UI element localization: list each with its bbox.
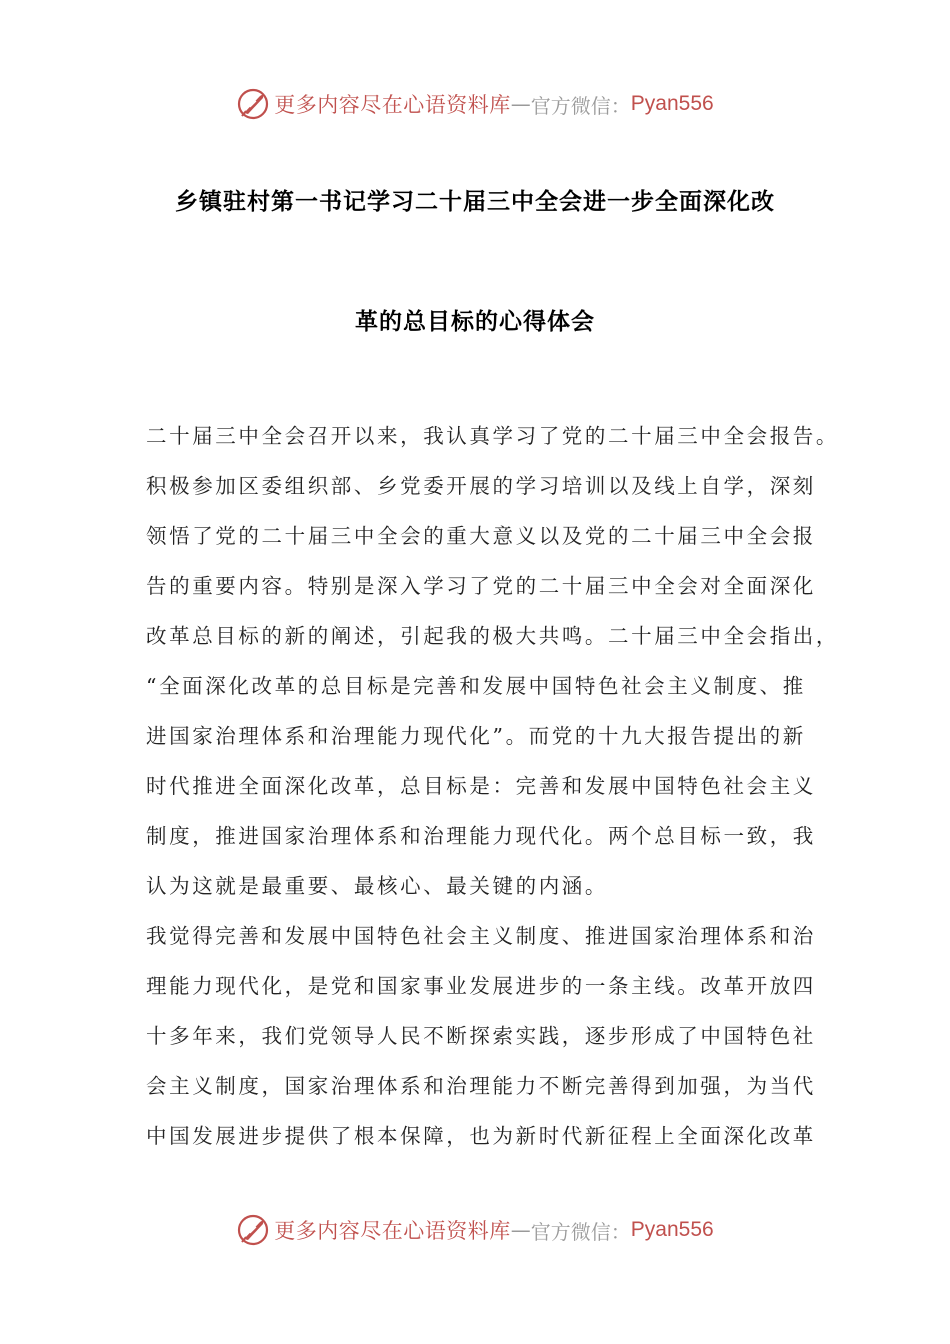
body-line: 领悟了党的二十届三中全会的重大意义以及党的二十届三中全会报: [146, 524, 816, 548]
body-line: 中国发展进步提供了根本保障，也为新时代新征程上全面深化改革: [146, 1124, 816, 1148]
banner-separator: —: [510, 1218, 531, 1242]
body-line: 改革总目标的新的阐述，引起我的极大共鸣。二十届三中全会指出，: [146, 624, 839, 648]
body-line: 制度，推进国家治理体系和治理能力现代化。两个总目标一致，我: [146, 824, 816, 848]
body-line: “全面深化改革的总目标是完善和发展中国特色社会主义制度、推: [146, 674, 806, 698]
body-line: 我觉得完善和发展中国特色社会主义制度、推进国家治理体系和治: [146, 924, 816, 948]
banner-text: 更多内容尽在心语资料库: [274, 1219, 511, 1243]
quill-pen-logo-icon: [236, 1213, 270, 1247]
document-body: [146, 418, 839, 1168]
header-banner: [0, 84, 950, 124]
body-line: 积极参加区委组织部、乡党委开展的学习培训以及线上自学，深刻: [146, 474, 816, 498]
body-line: 二十届三中全会召开以来，我认真学习了党的二十届三中全会报告。: [146, 424, 839, 448]
quill-pen-logo-icon: [236, 87, 270, 121]
body-line: 会主义制度，国家治理体系和治理能力不断完善得到加强，为当代: [146, 1074, 816, 1098]
page-title-line-2: 革的总目标的心得体会: [355, 309, 595, 335]
footer-banner: [0, 1210, 950, 1250]
body-line: 告的重要内容。特别是深入学习了党的二十届三中全会对全面深化: [146, 574, 816, 598]
body-line: 认为这就是最重要、最核心、最关键的内涵。: [146, 874, 608, 898]
banner-content: [236, 87, 713, 121]
page-title-line-1: 乡镇驻村第一书记学习二十届三中全会进一步全面深化改: [175, 189, 775, 215]
banner-content: [236, 1213, 713, 1247]
body-line: 理能力现代化，是党和国家事业发展进步的一条主线。改革开放四: [146, 974, 816, 998]
banner-contact-id: Pyan556: [630, 1218, 714, 1241]
body-line: 时代推进全面深化改革，总目标是：完善和发展中国特色社会主义: [146, 774, 816, 798]
body-line: 十多年来，我们党领导人民不断探索实践，逐步形成了中国特色社: [146, 1024, 816, 1048]
banner-contact-id: Pyan556: [630, 92, 714, 115]
banner-contact-label: 官方微信：: [530, 1219, 631, 1244]
banner-separator: —: [510, 92, 531, 116]
banner-text: 更多内容尽在心语资料库: [274, 93, 511, 117]
body-line: 进国家治理体系和治理能力现代化”。而党的十九大报告提出的新: [146, 724, 806, 748]
banner-contact-label: 官方微信：: [530, 93, 631, 118]
